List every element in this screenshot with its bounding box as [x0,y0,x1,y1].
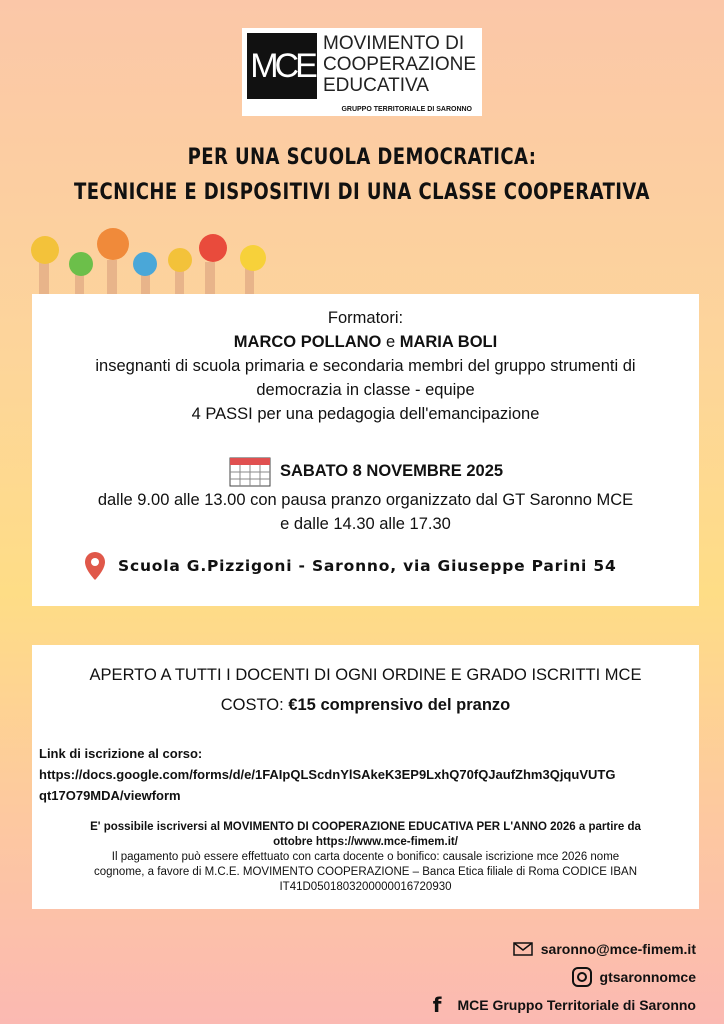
contact-instagram[interactable]: gtsaronnomce [433,963,696,991]
title-line-1: PER UNA SCUOLA DEMOCRATICA: [187,145,537,170]
cost-label: COSTO: [220,696,284,714]
location-text: Scuola G.Pizzigoni - Saronno, via Giuseppe Parini 54 [118,557,617,575]
location-pin-icon [82,550,108,582]
payment-info: Il pagamento può essere effettuato con carta docente o bonifico: causale iscrizione mce 2026 nome [111,851,620,863]
instagram-icon [572,967,592,987]
cost-text [32,693,699,717]
facebook-icon: f [432,993,442,1017]
iban: IT41D0501803200000016720930 [279,881,452,893]
event-time: e dalle 14.30 alle 17.30 [280,515,451,533]
date-text: SABATO 8 NOVEMBRE 2025 [279,462,504,480]
trainers-label: Formatori: [327,309,404,327]
calendar-icon [228,454,272,488]
mce-logo [242,28,482,116]
trainers-desc: democrazia in classe - equipe [256,381,475,399]
trainers-desc: 4 PASSI per una pedagogia dell'emancipazione [191,405,540,423]
contact-facebook[interactable]: f MCE Gruppo Territoriale di Saronno [432,993,696,1017]
registration-panel [32,645,699,909]
trainers-event-panel [32,294,699,606]
trainers-desc: insegnanti di scuola primaria e secondaria membri del gruppo strumenti di [95,357,636,375]
audience-text: APERTO A TUTTI I DOCENTI DI OGNI ORDINE E GRADO ISCRITTI MCE [89,666,642,684]
cost-value: €15 comprensivo del pranzo [288,696,511,714]
conjunction: e [385,333,396,351]
contact-email[interactable]: saronno@mce-fimem.it [433,935,696,963]
membership-note: ottobre https://www.mce-fimem.it/ [273,836,458,848]
trainer-names [32,330,699,354]
contacts [433,935,696,1019]
event-title [65,140,659,210]
payment-info: cognome, a favore di M.C.E. MOVIMENTO COOPERAZIONE – Banca Etica filiale di Roma CODICE IBAN [93,866,637,878]
logo-line: EDUCATIVA [323,75,429,96]
logo-line: COOPERAZIONE [323,54,477,75]
envelope-icon [513,942,533,956]
event-date [32,454,699,488]
trainer-name: MARIA BOLI [399,333,498,351]
logo-line: MOVIMENTO DI [323,33,465,54]
link-label: Link di iscrizione al corso: [39,746,203,761]
event-time: dalle 9.00 alle 13.00 con pausa pranzo organizzato dal GT Saronno MCE [97,491,634,509]
registration-link[interactable]: https://docs.google.com/forms/d/e/1FAIpQLScdnYlSAkeK3EP9LxhQ70fQJaufZhm3QjquVUTG qt17O79MDA/viewform [39,767,616,803]
colorful-hands-illustration [25,222,277,294]
membership-note: E' possibile iscriversi al MOVIMENTO DI COOPERAZIONE EDUCATIVA PER L'ANNO 2026 a partire da [90,821,641,833]
title-line-2: TECNICHE E DISPOSITIVI DI UNA CLASSE COOPERATIVA [74,180,650,205]
event-location [32,550,699,582]
logo-subtitle: GRUPPO TERRITORIALE DI SARONNO [341,106,472,113]
trainer-name: MARCO POLLANO [233,333,382,351]
logo-mark: MCE [247,33,317,99]
